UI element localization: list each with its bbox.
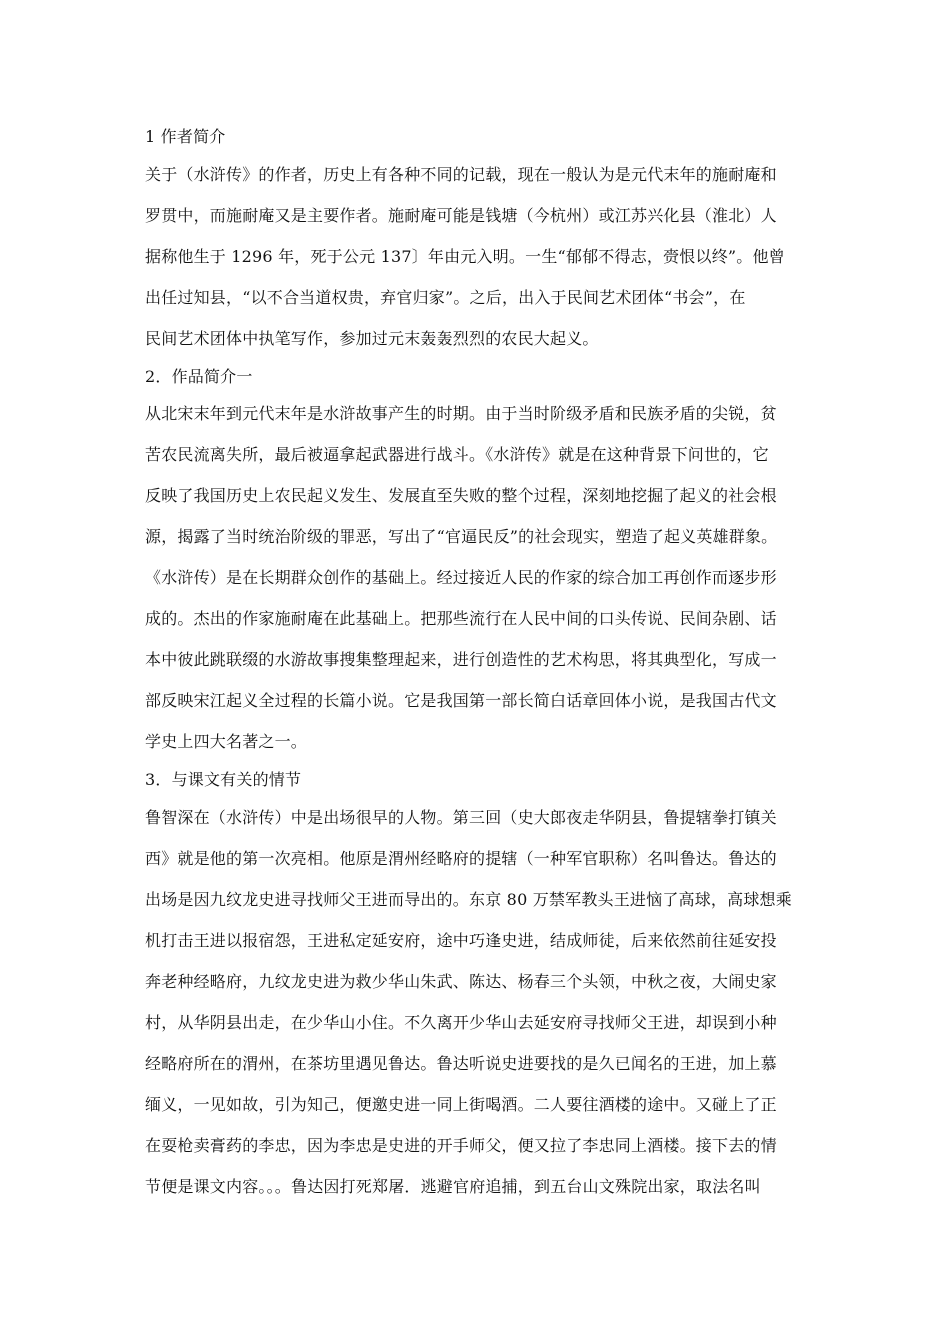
section-3-line-2: 西》就是他的第一次亮相。他原是渭州经略府的提辖（一种军官职称）名叫鲁达。鲁达的: [145, 849, 777, 868]
section-2-heading: 2．作品简介一: [145, 367, 253, 386]
section-3-line-3: 出场是因九纹龙史进寻找师父王进而导出的。东京 80 万禁军教头王进恼了高球，高球想乘: [145, 890, 792, 909]
section-3-line-9: 在耍枪卖膏药的李忠，因为李忠是史进的开手师父，便又拉了李忠同上酒楼。接下去的情: [145, 1136, 777, 1155]
section-1-line-4: 出任过知县，“以不合当道权贵，弃官归家”。之后，出入于民间艺术团体“书会”，在: [145, 288, 746, 307]
section-3-line-8: 缅义，一见如故，引为知己，便邀史进一同上街喝酒。二人要往酒楼的途中。又碰上了正: [145, 1095, 777, 1114]
section-3-line-7: 经略府所在的渭州，在茶坊里遇见鲁达。鲁达听说史进要找的是久已闻名的王进，加上慕: [145, 1054, 777, 1073]
section-3-line-4: 机打击王进以报宿怨，王进私定延安府，途中巧逢史进，结成师徒，后来依然前往延安投: [145, 931, 777, 950]
section-2-line-5: 《水浒传）是在长期群众创作的基础上。经过接近人民的作家的综合加工再创作而逐步形: [145, 568, 777, 587]
section-3-line-6: 村，从华阴县出走，在少华山小住。不久离开少华山去延安府寻找师父王进，却误到小种: [145, 1013, 777, 1032]
section-3-line-10: 节便是课文内容。。。鲁达因打死郑屠．逃避官府追捕，到五台山文殊院出家，取法名叫: [145, 1177, 761, 1196]
section-2-line-1: 从北宋末年到元代末年是水浒故事产生的时期。由于当时阶级矛盾和民族矛盾的尖锐，贫: [145, 404, 777, 423]
section-1-line-5: 民间艺术团体中执笔写作，参加过元末轰轰烈烈的农民大起义。: [145, 329, 599, 348]
section-2-line-7: 本中彼此跳联缀的水游故事搜集整理起来，进行创造性的艺术构思，将其典型化，写成一: [145, 650, 777, 669]
section-1-line-1: 关于（水浒传》的作者，历史上有各种不同的记载，现在一般认为是元代末年的施耐庵和: [145, 165, 777, 184]
section-2-line-6: 成的。杰出的作家施耐庵在此基础上。把那些流行在人民中间的口头传说、民间杂剧、话: [145, 609, 777, 628]
section-2-line-9: 学史上四大名著之一。: [145, 732, 308, 751]
section-2-line-2: 苦农民流离失所，最后被逼拿起武器进行战斗。《水浒传》就是在这种背景下问世的，它: [145, 445, 769, 464]
section-2-line-3: 反映了我国历史上农民起义发生、发展直至失败的整个过程，深刻地挖掘了起义的社会根: [145, 486, 777, 505]
section-3-heading: 3．与课文有关的情节: [145, 770, 302, 789]
section-2-line-8: 部反映宋江起义全过程的长篇小说。它是我国第一部长简白话章回体小说，是我国古代文: [145, 691, 777, 710]
section-2-line-4: 源，揭露了当时统治阶级的罪恶，写出了“官逼民反”的社会现实，塑造了起义英雄群象。: [145, 527, 778, 546]
section-1-line-3: 据称他生于 1296 年，死于公元 137〕年由元入明。一生“郁郁不得志，赍恨以终”。他曾: [145, 247, 785, 266]
section-1-heading: 1 作者简介: [145, 127, 226, 146]
section-1-line-2: 罗贯中，而施耐庵又是主要作者。施耐庵可能是钱塘（今杭州）或江苏兴化县（淮北）人: [145, 206, 777, 225]
section-3-line-1: 鲁智深在（水浒传）中是出场很早的人物。第三回（史大郎夜走华阴县，鲁提辖拳打镇关: [145, 808, 777, 827]
section-3-line-5: 奔老种经略府，九纹龙史进为救少华山朱武、陈达、杨春三个头领，中秋之夜，大闹史家: [145, 972, 777, 991]
